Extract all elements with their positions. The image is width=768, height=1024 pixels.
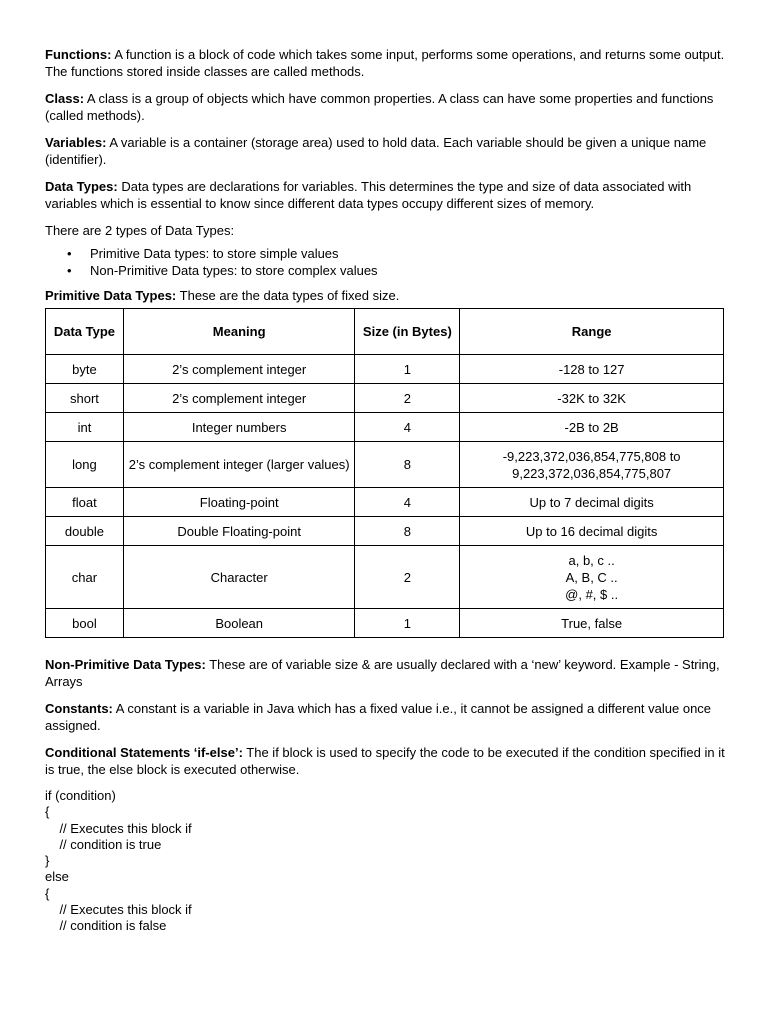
- cell-meaning: Double Floating-point: [123, 517, 355, 546]
- list-item-text: Primitive Data types: to store simple values: [90, 246, 339, 261]
- table-row: [46, 355, 724, 384]
- term-text: These are the data types of fixed size.: [176, 288, 400, 303]
- term-label: Primitive Data Types:: [45, 288, 177, 303]
- spacer: [45, 638, 725, 656]
- functions-paragraph: [45, 46, 725, 80]
- cell-size: 4: [355, 488, 460, 517]
- cell-size: 8: [355, 442, 460, 488]
- cell-meaning: Character: [123, 546, 355, 609]
- code-line: if (condition): [45, 788, 116, 803]
- cell-range: a, b, c .. A, B, C .. @, #, $ ..: [460, 546, 724, 609]
- code-line: // Executes this block if: [45, 820, 192, 836]
- table-row: [46, 442, 724, 488]
- header-range: Range: [460, 309, 724, 355]
- term-text: These are of variable size & are usually declared with a ‘new’ keyword. Example - String, Arrays: [45, 657, 720, 689]
- list-item-text: Non-Primitive Data types: to store complex values: [90, 263, 378, 278]
- cell-meaning: Floating-point: [123, 488, 355, 517]
- code-line: // condition is true: [45, 836, 162, 852]
- cell-type: bool: [46, 609, 124, 638]
- cell-range: -9,223,372,036,854,775,808 to 9,223,372,036,854,775,807: [460, 442, 724, 488]
- header-meaning: Meaning: [123, 309, 355, 355]
- term-label: Constants:: [45, 701, 113, 716]
- cell-type: char: [46, 546, 124, 609]
- code-line: // condition is false: [45, 918, 167, 934]
- types-intro: There are 2 types of Data Types:: [45, 223, 235, 238]
- term-text: A function is a block of code which takes some input, performs some operations, and returns some output. The functions stored inside classes are called methods.: [45, 47, 725, 79]
- cell-range: -128 to 127: [460, 355, 724, 384]
- list-item: [45, 245, 725, 262]
- table-row: [46, 488, 724, 517]
- term-text: Data types are declarations for variables. This determines the type and size of data associated with variables which is essential to know since different data types occupy different sizes of memory.: [45, 179, 692, 211]
- cell-type: float: [46, 488, 124, 517]
- cell-range: -32K to 32K: [460, 384, 724, 413]
- non-primitive-paragraph: [45, 656, 725, 690]
- term-text: A constant is a variable in Java which has a fixed value i.e., it cannot be assigned a different value once assigned.: [45, 701, 712, 733]
- bullet-icon: •: [67, 246, 72, 261]
- cell-meaning: Boolean: [123, 609, 355, 638]
- cell-size: 2: [355, 546, 460, 609]
- table-row: [46, 546, 724, 609]
- cell-size: 4: [355, 413, 460, 442]
- term-label: Class:: [45, 91, 85, 106]
- term-text: A variable is a container (storage area) used to hold data. Each variable should be given a unique name (identifier).: [45, 135, 707, 167]
- code-line: else: [45, 869, 69, 885]
- cell-type: byte: [46, 355, 124, 384]
- table-row: [46, 609, 724, 638]
- conditional-paragraph: [45, 744, 725, 778]
- term-label: Non-Primitive Data Types:: [45, 657, 206, 672]
- primitive-types-table: [45, 308, 724, 638]
- cell-range: -2B to 2B: [460, 413, 724, 442]
- table-row: [46, 384, 724, 413]
- cell-size: 1: [355, 355, 460, 384]
- term-text: A class is a group of objects which have common properties. A class can have some properties and functions (called methods).: [45, 91, 714, 123]
- code-line: {: [45, 804, 50, 820]
- cell-type: double: [46, 517, 124, 546]
- primitive-heading: [45, 287, 725, 304]
- code-line: {: [45, 885, 50, 901]
- term-label: Variables:: [45, 135, 107, 150]
- cell-type: short: [46, 384, 124, 413]
- cell-size: 8: [355, 517, 460, 546]
- variables-paragraph: [45, 134, 725, 168]
- cell-meaning: Integer numbers: [123, 413, 355, 442]
- term-label: Data Types:: [45, 179, 118, 194]
- constants-paragraph: [45, 700, 725, 734]
- term-label: Functions:: [45, 47, 112, 62]
- cell-range: Up to 16 decimal digits: [460, 517, 724, 546]
- cell-type: int: [46, 413, 124, 442]
- code-block: [45, 788, 725, 935]
- data-types-list: [45, 245, 725, 279]
- header-data-type: Data Type: [46, 309, 124, 355]
- code-line: }: [45, 853, 50, 869]
- cell-range: True, false: [460, 609, 724, 638]
- document-page: [45, 46, 725, 935]
- term-text: The if block is used to specify the code to be executed if the condition specified in it is true, the else block is executed otherwise.: [45, 745, 725, 777]
- table-header-row: [46, 309, 724, 355]
- cell-size: 1: [355, 609, 460, 638]
- cell-size: 2: [355, 384, 460, 413]
- code-line: // Executes this block if: [45, 902, 192, 918]
- cell-meaning: 2’s complement integer: [123, 355, 355, 384]
- table-row: [46, 413, 724, 442]
- cell-range: Up to 7 decimal digits: [460, 488, 724, 517]
- cell-meaning: 2’s complement integer: [123, 384, 355, 413]
- cell-meaning: 2’s complement integer (larger values): [123, 442, 355, 488]
- list-item: [45, 262, 725, 279]
- header-size: Size (in Bytes): [355, 309, 460, 355]
- table-row: [46, 517, 724, 546]
- term-label: Conditional Statements ‘if-else’:: [45, 745, 243, 760]
- cell-type: long: [46, 442, 124, 488]
- class-paragraph: [45, 90, 725, 124]
- bullet-icon: •: [67, 263, 72, 278]
- data-types-paragraph: [45, 178, 725, 212]
